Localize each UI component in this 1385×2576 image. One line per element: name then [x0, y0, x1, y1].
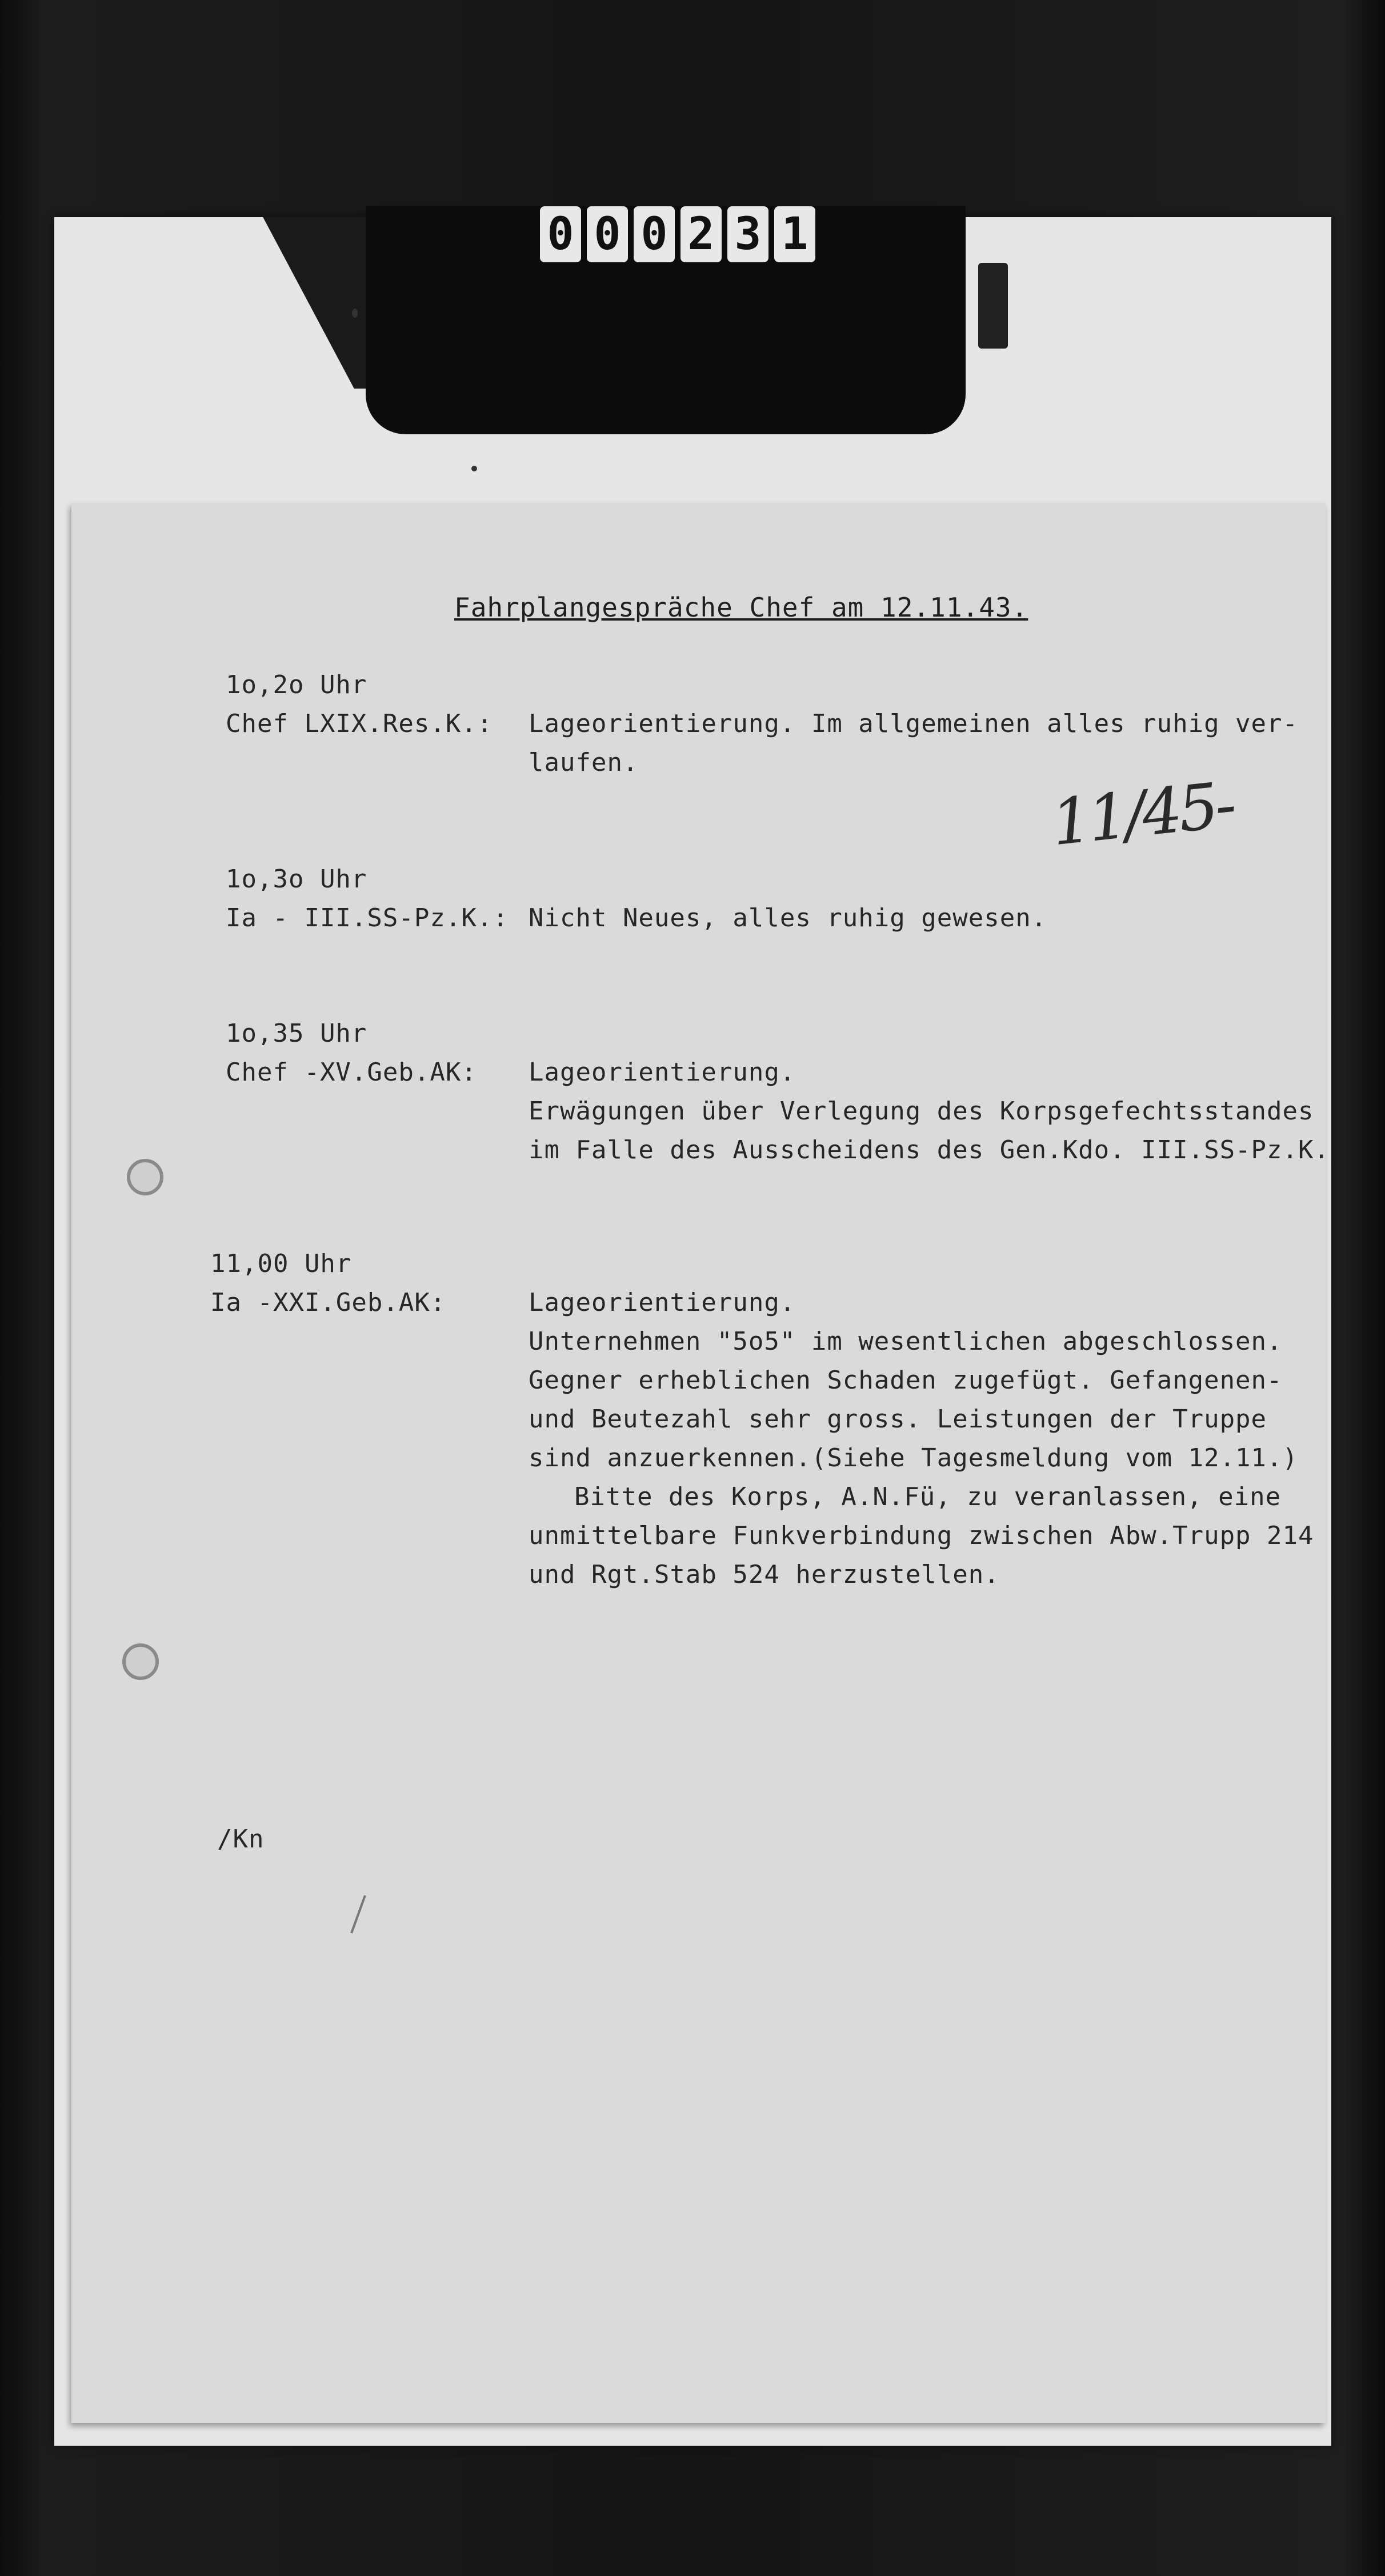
frame-counter	[540, 206, 815, 263]
entry-time: 1o,3o Uhr	[226, 865, 367, 894]
entry-line: und Rgt.Stab 524 herzustellen.	[529, 1560, 1000, 1589]
dust-speck	[471, 466, 477, 471]
counter-digit: 1	[774, 206, 815, 262]
entry-line: und Beutezahl sehr gross. Leistungen der Truppe	[529, 1405, 1267, 1434]
entry-line: Lageorientierung.	[529, 1288, 796, 1317]
entry-line: laufen.	[529, 748, 639, 777]
entry-line: Lageorientierung.	[529, 1058, 796, 1087]
counter-digit: 0	[587, 206, 628, 262]
entry-line: Gegner erheblichen Schaden zugefügt. Gefangenen-	[529, 1366, 1283, 1395]
entry-line: Bitte des Korps, A.N.Fü, zu veranlassen, eine	[574, 1482, 1282, 1511]
entry-speaker: Ia - III.SS-Pz.K.:	[226, 903, 509, 933]
counter-knob	[978, 263, 1008, 349]
handwritten-note: 11/45-	[1048, 767, 1236, 860]
entry-line: im Falle des Ausscheidens des Gen.Kdo. III.SS-Pz.K.	[529, 1135, 1330, 1165]
counter-digit: 0	[634, 206, 675, 262]
entry-speaker: Chef -XV.Geb.AK:	[226, 1058, 477, 1087]
signature-initials: /Kn	[217, 1825, 265, 1854]
document-title: Fahrplangespräche Chef am 12.11.43.	[454, 592, 1028, 623]
counter-digit: 2	[681, 206, 722, 262]
entry-time: 11,00 Uhr	[210, 1249, 352, 1278]
entry-body	[529, 899, 1047, 938]
entry-line: Nicht Neues, alles ruhig gewesen.	[529, 903, 1047, 933]
entry-line: sind anzuerkennen.(Siehe Tagesmeldung vom 12.11.)	[529, 1443, 1299, 1473]
counter-digit: 0	[540, 206, 581, 262]
entry-line: Unternehmen "5o5" im wesentlichen abgeschlossen.	[529, 1327, 1283, 1356]
entry-body	[529, 1283, 1314, 1594]
entry-time: 1o,2o Uhr	[226, 670, 367, 699]
entry-line: unmittelbare Funkverbindung zwischen Abw.Trupp 214	[529, 1521, 1314, 1550]
entry-speaker: Ia -XXI.Geb.AK:	[210, 1288, 446, 1317]
counter-digit: 3	[727, 206, 768, 262]
entry-body	[529, 705, 1298, 782]
punch-hole	[127, 1159, 163, 1195]
dust-speck	[352, 309, 358, 318]
entry-body	[529, 1053, 1330, 1170]
entry-line: Erwägungen über Verlegung des Korpsgefechtsstandes	[529, 1097, 1314, 1126]
entry-line: Lageorientierung. Im allgemeinen alles ruhig ver-	[529, 709, 1299, 738]
entry-speaker: Chef LXIX.Res.K.:	[226, 709, 493, 738]
entry-time: 1o,35 Uhr	[226, 1019, 367, 1048]
punch-hole	[122, 1643, 159, 1680]
